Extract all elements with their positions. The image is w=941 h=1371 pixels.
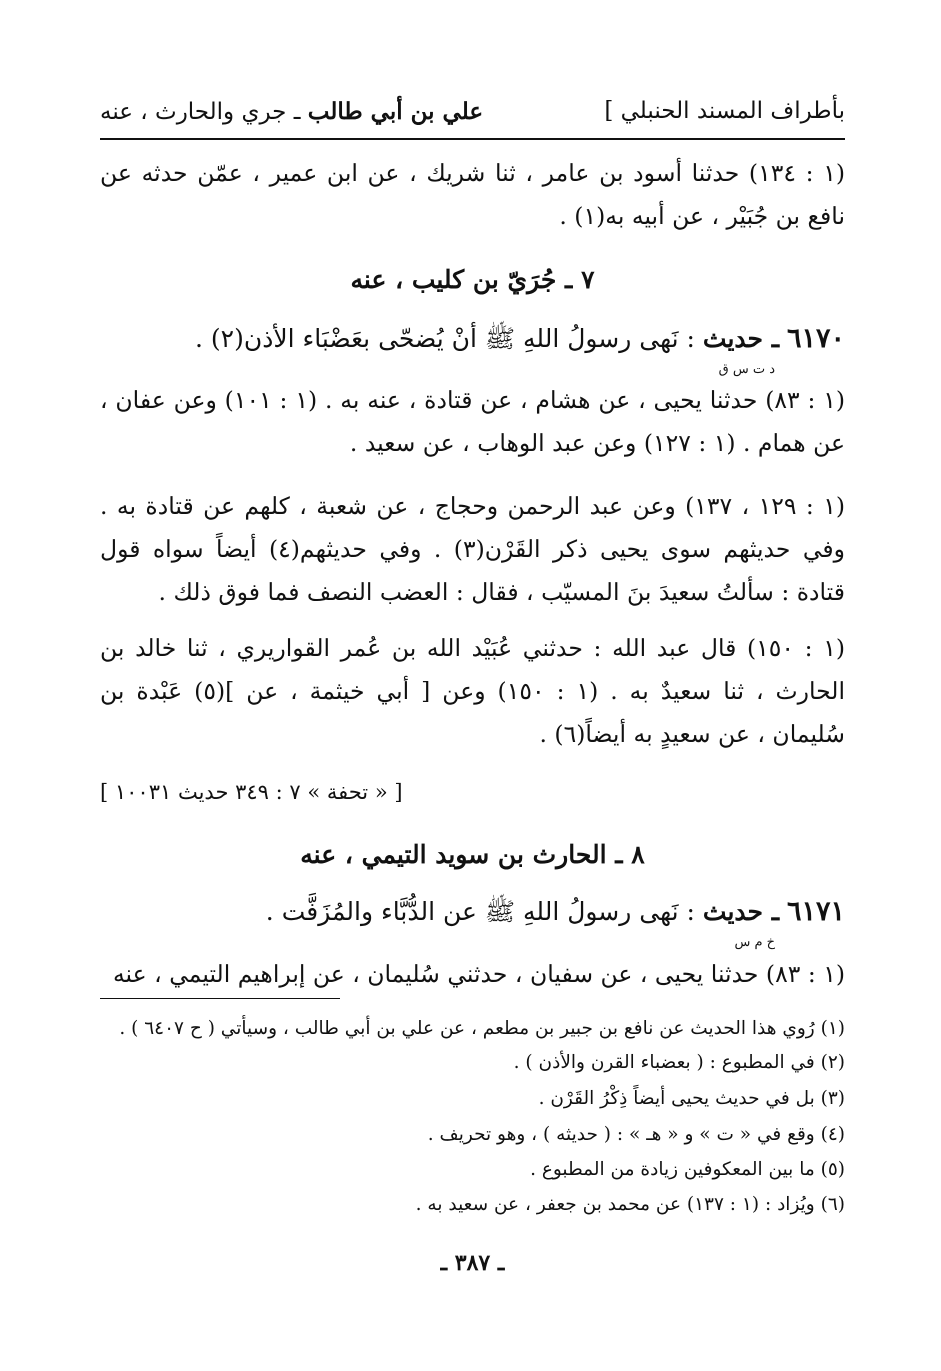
page-number: ـ ٣٨٧ ـ <box>440 1250 505 1276</box>
hadith-symbols: د ت س ق <box>718 362 776 377</box>
hadith-text: : نَهى رسولُ اللهِ ﷺ عن الدُّبَّاء والمُزَفَّت . <box>265 897 695 926</box>
hadith-6170 <box>100 319 845 377</box>
paragraph-5: (١ : ٨٣) حدثنا يحيى ، عن سفيان ، حدثني سُليمان ، عن إبراهيم التيمي ، عنه <box>112 960 845 988</box>
header-section-bold: علي بن أبي طالب <box>307 98 484 125</box>
hadith-symbols: خ م س <box>734 935 776 950</box>
tuhfa-reference: [ « تحفة » ٧ : ٣٤٩ حديث ١٠٠٣١ ] <box>100 780 403 804</box>
footnote-5: (٥) ما بين المعكوفين زيادة من المطبوع . <box>530 1159 845 1180</box>
hadith-keyword <box>702 324 780 377</box>
hadith-keyword-text: ـ حديث <box>702 897 780 926</box>
hadith-number: ٦١٧٠ <box>786 323 845 354</box>
header-section-rest: ـ جري والحارث ، عنه <box>100 99 308 125</box>
running-header <box>100 94 845 140</box>
footnote-4: (٤) وقع في « ت » و « هـ » : ( حديثه ) ، وهو تحريف . <box>427 1124 845 1145</box>
footnote-6: (٦) ويُزاد : (١ : ١٣٧) عن محمد بن جعفر ، عن سعيد به . <box>415 1194 845 1215</box>
footnote-2: (٢) في المطبوع : ( بعضباء القرن والأذن ) . <box>513 1052 845 1073</box>
hadith-text: : نَهى رسولُ اللهِ ﷺ أنْ يُضحّى بعَضْبَاء الأذن(٢) . <box>195 324 695 353</box>
hadith-number: ٦١٧١ <box>786 896 845 927</box>
paragraph-4: (١ : ١٥٠) قال عبد الله : حدثني عُبَيْد الله بن عُمر القواريري ، ثنا خالد بن الحارث ، ثنا سعيدٌ به . (١ : ١٥٠) وعن [ أبي خيثمة ، عن ](٥) عَبْدة بن سُليمان ، عن سعيدٍ به أيضاً(٦) . <box>100 634 845 748</box>
section-heading-7: ٧ ـ جُرَيّ بن كليب ، عنه <box>350 265 595 294</box>
section-heading-8: ٨ ـ الحارث بن سويد التيمي ، عنه <box>300 840 645 869</box>
header-book-title: بأطراف المسند الحنبلي ] <box>604 98 845 124</box>
footnote-separator <box>100 998 340 999</box>
paragraph-2: (١ : ٨٣) حدثنا يحيى ، عن هشام ، عن قتادة ، عنه به . (١ : ١٠١) وعن عفان ، عن همام . (١ : ١٢٧) وعن عبد الوهاب ، عن سعيد . <box>100 386 846 457</box>
paragraph-3: (١ : ١٢٩ ، ١٣٧) وعن عبد الرحمن وحجاج ، عن شعبة ، كلهم عن قتادة به . وفي حديثهم سوى يحيى ذكر القَرْن(٣) . وفي حديثهم(٤) أيضاً سواه قول قتادة : سألتُ سعيدَ بنَ المسيّب ، فقال : العضب النصف فما فوق ذلك . <box>100 492 846 606</box>
hadith-6171 <box>100 892 845 950</box>
hadith-keyword-text: ـ حديث <box>702 324 780 353</box>
hadith-keyword <box>702 897 780 950</box>
header-section-title <box>100 98 483 125</box>
footnote-3: (٣) بل في حديث يحيى أيضاً ذِكْرُ القَرْن . <box>538 1088 845 1109</box>
footnote-1: (١) رُوي هذا الحديث عن نافع بن جبير بن مطعم ، عن علي بن أبي طالب ، وسيأتي ( ح ٦٤٠٧ ) . <box>119 1018 845 1039</box>
paragraph-1: (١ : ١٣٤) حدثنا أسود بن عامر ، ثنا شريك ، عن ابن عمير ، عمّن حدثه عن نافع بن جُبَيْر ، عن أبيه به(١) . <box>100 159 846 230</box>
